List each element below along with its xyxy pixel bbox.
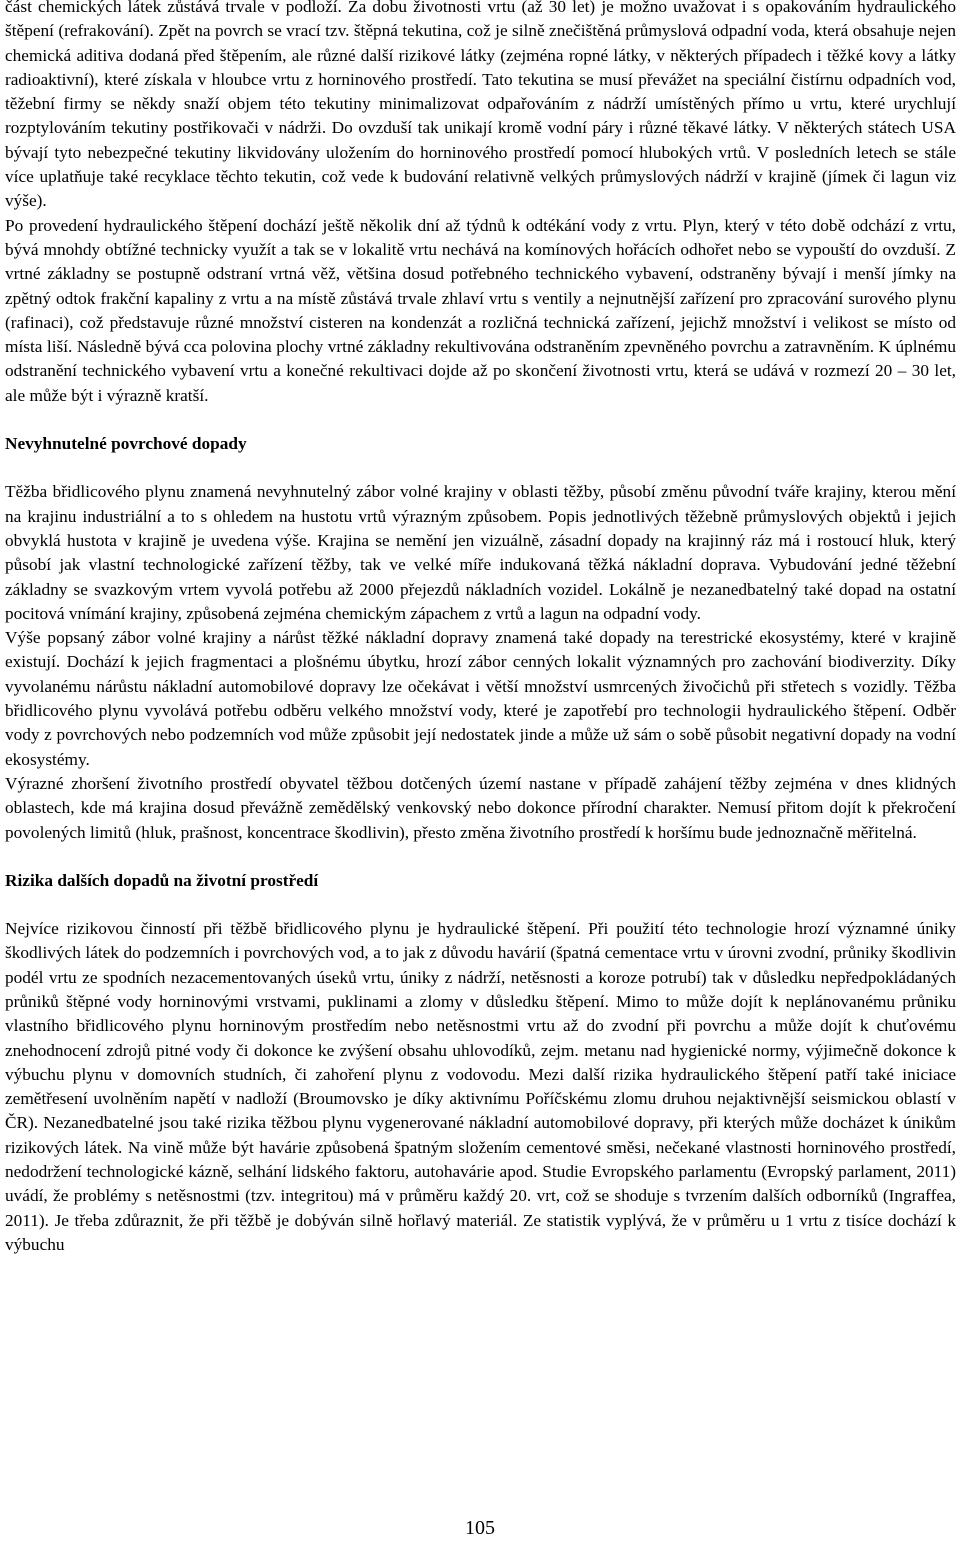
section1-paragraph-1: Těžba břidlicového plynu znamená nevyhnutelný zábor volné krajiny v oblasti těžby, působí změnu původní tváře krajiny, kterou mění na krajinu industriální a to s ohledem na hustotu vrtů výrazným způsobem. Popis jednotlivých těžebně průmyslových objektů i jejich obvyklá hustota v krajině je uvedena výše. Krajina se nemění jen vizuálně, zásadní dopady na krajinný ráz má i rostoucí hluk, který působí jak vlastní technologické zařízení těžby, tak ve velké míře indukovaná těžká nákladní doprava. Vybudování jedné těžební základny se svazkovým vrtem vyvolá potřebu až 2000 přejezdů nákladních vozidel. Lokálně je nezanedbatelný také dopad na ostatní pocitová vnímání krajiny, způsobená zejména chemickým zápachem z vrtů a lagun na odpadní vody. (5, 482, 956, 623)
section1-paragraph-3: Výrazné zhoršení životního prostředí obyvatel těžbou dotčených území nastane v případě zahájení těžby zejména v dnes klidných oblastech, kde má krajina dosud převážně zemědělský venkovský nebo dokonce přírodní charakter. Nemusí přitom dojít k překročení povolených limitů (hluk, prašnost, koncentrace škodlivin), přesto změna životního prostředí k horšímu bude jednoznačně měřitelná. (5, 773, 956, 842)
section-heading-surface-impacts: Nevyhnutelné povrchové dopady (5, 434, 247, 454)
intro-paragraph-2: Po provedení hydraulického štěpení dochází ještě několik dní až týdnů k odtékání vody z vrtu. Plyn, který v této době odchází z vrtu, bývá mnohdy obtížné technicky využít a tak se v lokalitě vrtu nechává na komínových hořácích odhořet nebo se vypouští do ovzduší. Z vrtné základny se postupně odstraní vrtná věž, většina dosud potřebného technického vybavení, odstraněny bývají i menší jímky na zpětný odtok frakční kapaliny z vrtu a na místě zůstává trvale zhlaví vrtu s ventily a nejnutnější zařízení pro zpracování surového plynu (rafinaci), což představuje různé množství cisteren na kondenzát a rozličná technická zařízení, jejichž množství i velikost se místo od místa liší. Následně bývá cca polovina plochy vrtné základny rekultivována odstraněním zpevněného povrchu a zatravněním. K úplnému odstranění technického vybavení vrtu a konečné rekultivaci dojde až po skončení životnosti vrtu, která se udává v rozmezí 20 – 30 let, ale může být i výrazně kratší. (5, 215, 956, 405)
intro-paragraph-1: část chemických látek zůstává trvale v podloží. Za dobu životnosti vrtu (až 30 let) je možno uvažovat i s opakováním hydraulického štěpení (refrakování). Zpět na povrch se vrací tzv. štěpná tekutina, což je silně znečištěná průmyslová odpadní voda, která obsahuje nejen chemická aditiva dodaná před štěpením, ale různé další rizikové látky (zejména ropné látky, v některých případech i těžké kovy a látky radioaktivní), které získala v hloubce vrtu z horninového prostředí. Tato tekutina se musí převážet na speciální čistírnu odpadních vod, těžební firmy se někdy snaží objem této tekutiny minimalizovat odpařováním z nádrží umístěných přímo u vrtu, které urychlují rozptylováním tekutiny postřikovači v nádrži. Do ovzduší tak unikají kromě vodní páry i různé těkavé látky. V některých státech USA bývají tyto nebezpečné tekutiny likvidovány uložením do horninového prostředí pomocí hlubokých vrtů. V posledních letech se stále více uplatňuje také recyklace těchto tekutin, což vede k budování relativně velkých průmyslových nádrží v krajině (jímek či lagun viz výše). (5, 0, 956, 211)
section1-paragraph-2: Výše popsaný zábor volné krajiny a nárůst těžké nákladní dopravy znamená také dopady na terestrické ekosystémy, které v krajině existují. Dochází k jejich fragmentaci a plošnému úbytku, hrozí zábor cenných lokalit významných pro zachování biodiverzity. Díky vyvolanému nárůstu nákladní automobilové dopravy lze očekávat i větší množství usmrcených živočichů při střetech s vozidly. Těžba břidlicového plynu vyvolává potřebu odběru velkého množství vody, které je zapotřebí pro technologii hydraulického štěpení. Odběr vody z povrchových nebo podzemních vod může způsobit její nedostatek jinde a může už sám o sobě působit negativní dopady na vodní ekosystémy. (5, 628, 956, 769)
page-number: 105 (465, 1517, 495, 1539)
section-heading-other-risks: Rizika dalších dopadů na životní prostředí (5, 870, 319, 890)
section2-paragraph-1: Nejvíce rizikovou činností při těžbě břidlicového plynu je hydraulické štěpení. Při použití této technologie hrozí významné úniky škodlivých látek do podzemních i povrchových vod, a to jak z důvodu havárií (špatná cementace vrtu v úrovni zvodní, průniky škodlivin podél vrtu ze spodních nezacementovaných úseků vrtu, úniky z nádrží, netěsnosti a koroze potrubí) tak v důsledku nepředpokládaných průniků štěpné vody horninovými vrstvami, puklinami a zlomy v důsledku štěpení. Mimo to může dojít k neplánovanému průniku vlastního břidlicového plynu horninovým prostředím nebo netěsnostmi vrtu až do zvodní při povrchu a může dojít k chuťovému znehodnocení zdrojů pitné vody či dokonce ke zvýšení obsahu uhlovodíků, zejm. metanu nad hygienické normy, výjimečně dokonce k výbuchu plynu v domovních studních, či zahoření plynu z vodovodu. Mezi další rizika hydraulického štěpení patří také iniciace zemětřesení uvolněním napětí v nadloží (Broumovsko je díky aktivnímu Poříčskému zlomu druhou nejaktivnější seismickou oblastí v ČR). Nezanedbatelné jsou také rizika těžbou plynu vygenerované nákladní automobilové dopravy, při kterých může docházet k únikům rizikových látek. Na vině může být havárie způsobená špatným složením cementové směsi, nečekané vlastnosti horninového prostředí, nedodržení technologické kázně, selhání lidského faktoru, autohavárie apod. Studie Evropského parlamentu (Evropský parlament, 2011) uvádí, že problémy s netěsnostmi (tzv. integritou) má v průměru každý 20. vrt, což se shoduje s tvrzením dalších odborníků (Ingraffea, 2011). Je třeba zdůraznit, že při těžbě je dobýván silně hořlavý materiál. Ze statistik vyplývá, že v průměru u 1 vrtu z tisíce dochází k výbuchu (5, 919, 956, 1254)
